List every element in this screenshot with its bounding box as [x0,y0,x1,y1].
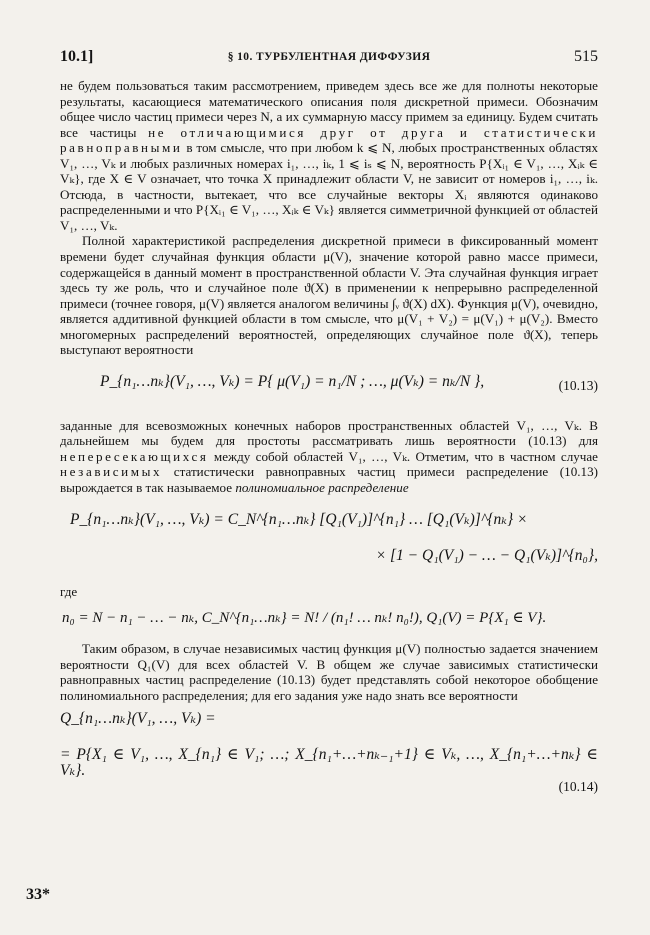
paragraph: Полной характеристикой распределения дискретной примеси в фиксированный момент времени будет случайная функция области μ(V), значение которой равно массе примеси, содержащейся в данный момент в пространственной области V. Эта случайная функция играет здесь ту же роль, что и случайное поле ϑ(X) в применении к непрерывно распределенной примеси (точнее говоря, μ(V) является аналогом величины ∫ᵥ ϑ(X) dX). Функция μ(V), очевидно, является аддитивной функцией области в том смысле, что μ(V₁ + V₂) = μ(V₁) + μ(V₂). Вместо многомерных распределений вероятностей, определяющих случайное поле ϑ(X), теперь выступают вероятности [60,233,598,358]
emphasis-spaced: непересекающихся [60,448,209,464]
equation-line-2: = P{X₁ ∈ V₁, …, X_{n₁} ∈ V₁; …; X_{n₁+…+nₖ₋₁+1} ∈ Vₖ, …, X_{n₁+…+nₖ} ∈ Vₖ}. [60,746,598,779]
page-body [60,78,598,795]
emphasis-spaced: независимых [60,464,163,480]
equation-line-1: Q_{n₁…nₖ}(V₁, …, Vₖ) = [60,710,216,728]
section-number: 10.1] [60,48,94,65]
polynomial-distribution-equation [60,500,598,584]
paragraph-text: в том смысле, что при любом k ⩽ N, любых пространственных областях V₁, …, Vₖ и любых различных номерах i₁, …, iₖ, 1 ⩽ iₛ ⩽ N, вероятность P{Xᵢ₁ ∈ V₁, …, Xᵢₖ ∈ Vₖ}, где X ∈ V означает, что точка X принадлежит области V, не зависит от номеров i₁, …, iₖ. Отсюда, в частности, вытекает, что все случайные векторы Xᵢ являются одинаково распределенными и что P{Xᵢ₁ ∈ V₁, …, Xᵢₖ ∈ Vₖ} является симметричной функцией от областей V₁, …, Vₖ. [60,140,598,233]
paragraph-text: статистически равноправных частиц примеси распределение (10.13) вырождается в так называемое [60,464,598,496]
equation-line-2: × [1 − Q₁(V₁) − … − Q₁(Vₖ)]^{n₀}, [375,546,598,564]
paragraph-text: не будем пользоваться таким рассмотрением, приведем здесь все же для полноты некоторые результаты, касающиеся математического описания поля дискретной примеси. Обозначим общее число частиц примеси через N, а их суммарную массу примем за единицу. Будем считать все частицы [60,78,598,140]
paragraph: Таким образом, в случае независимых частиц функция μ(V) полностью задается значением вероятности Q₁(V) для всех областей V. В общем же случае зависимых статистически равноправных частиц распределение (10.13) будет представлять собой некоторое обобщение полиномиального распределения; для его задания уже надо знать все вероятности [60,641,598,703]
equation-10-14 [60,707,598,795]
running-title: § 10. ТУРБУЛЕНТНАЯ ДИФФУЗИЯ [227,51,431,63]
emphasis-spaced: не отличающимися друг от друга и статистически равноправными [60,124,598,156]
paragraph [60,78,598,233]
where-label: где [60,583,78,599]
emphasis-italic: полиномиальное распределение [235,480,409,496]
definitions-equation [60,601,598,641]
paragraph-text: между собой областей V₁, …, Vₖ. Отметим, что в частном случае [213,448,598,464]
equation-body: P_{n₁…nₖ}(V₁, …, Vₖ) = P{ μ(V₁) = n₁/N ; …, μ(Vₖ) = nₖ/N }, [100,372,485,390]
running-header [60,48,598,70]
equation-10-13 [60,360,598,418]
book-page [60,48,598,795]
equation-label: (10.13) [558,377,598,393]
equation-body: n₀ = N − n₁ − … − nₖ, C_N^{n₁…nₖ} = N! / (n₁! … nₖ! n₀!), Q₁(V) = P{X₁ ∈ V}. [62,610,547,627]
equation-line-1: P_{n₁…nₖ}(V₁, …, Vₖ) = C_N^{n₁…nₖ} [Q₁(V₁)]^{n₁} … [Q₁(Vₖ)]^{nₖ} × [70,510,528,528]
paragraph [60,418,598,496]
equation-label: (10.14) [558,779,598,795]
paragraph-text: заданные для всевозможных конечных наборов пространственных областей V₁, …, Vₖ. В дальнейшем мы будем для простоты рассматривать лишь вероятности (10.13) для [60,417,598,449]
page-number: 515 [574,48,598,65]
printer-signature: 33* [26,886,50,903]
